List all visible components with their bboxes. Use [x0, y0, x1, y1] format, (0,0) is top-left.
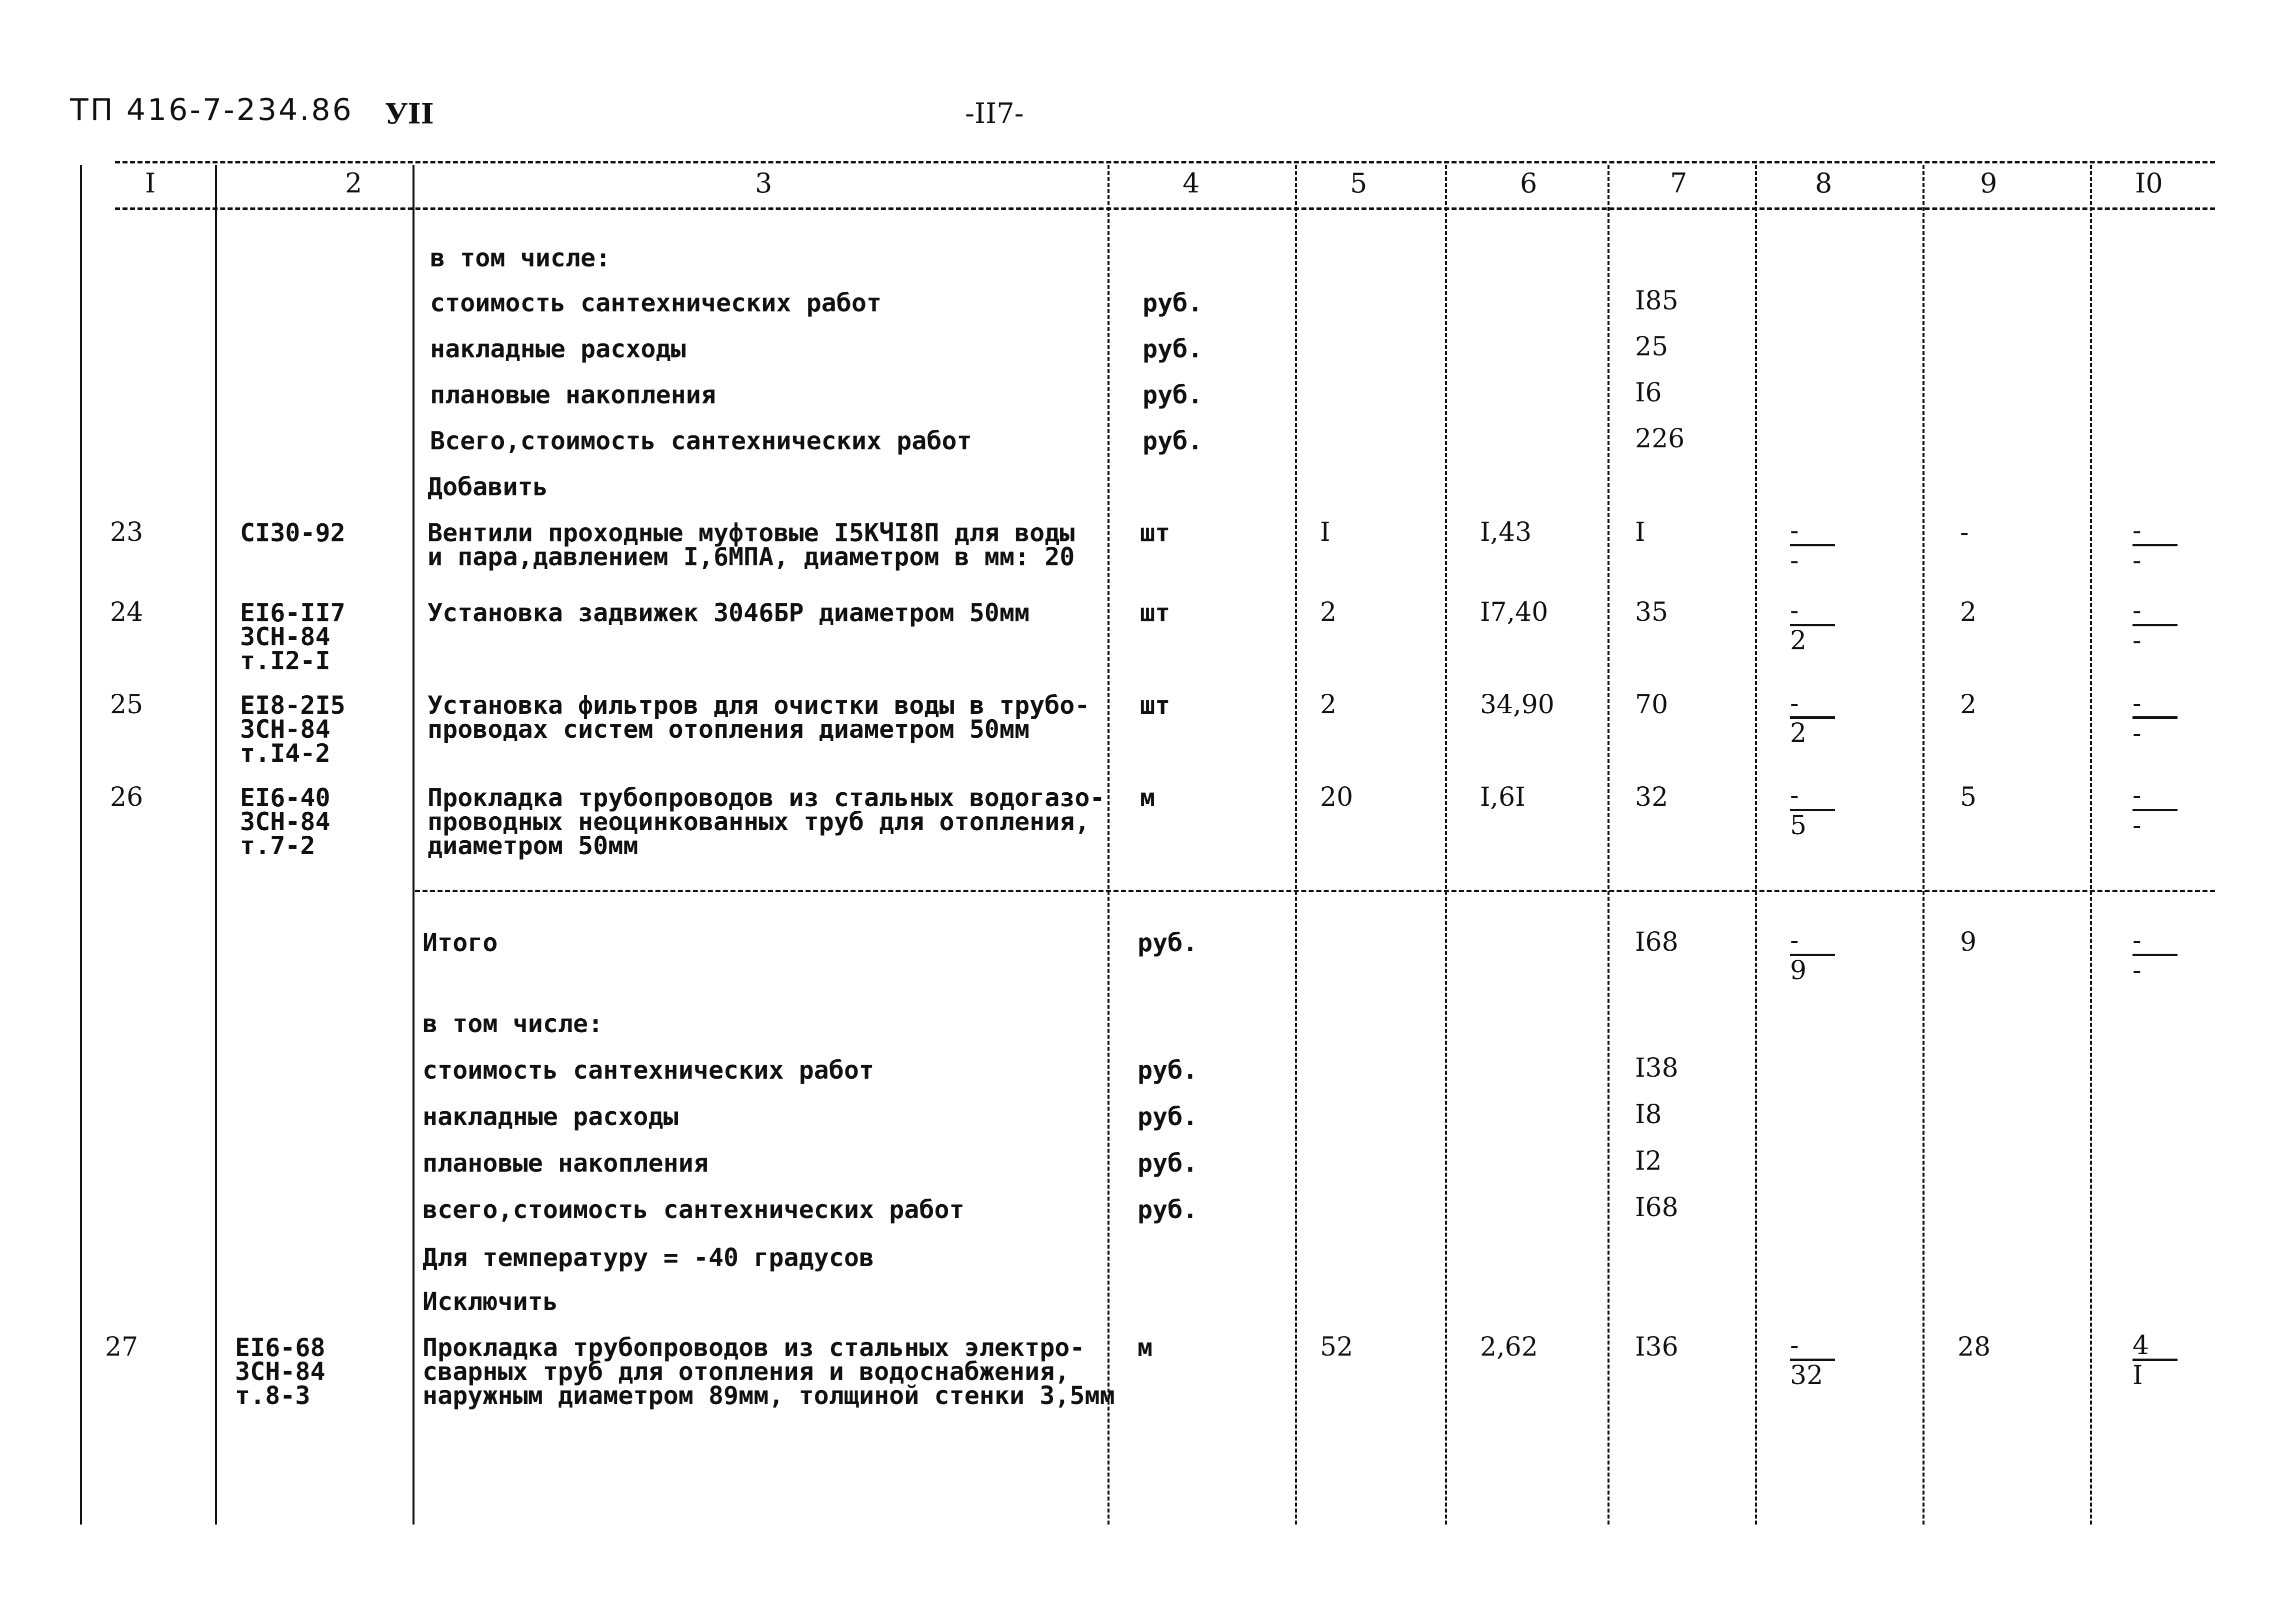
fraction-top: -: [2132, 930, 2178, 956]
column-number: 7: [1670, 167, 1688, 199]
fraction-top: 4: [2132, 1335, 2178, 1361]
column-border-9: [1922, 165, 1924, 1525]
fraction-bottom: -: [1790, 546, 1799, 576]
item-code: ЕI6-II7: [240, 598, 346, 627]
item-description: проводных неоцинкованных труб для отопления,: [428, 807, 1090, 836]
column-number: 2: [345, 167, 362, 199]
item-description: диаметром 50мм: [428, 831, 638, 860]
row-value-col7: I6: [1635, 378, 1662, 408]
item-col9: 5: [1960, 782, 1977, 812]
fraction-top: -: [1790, 520, 1835, 546]
row-label: накладные расходы: [422, 1102, 678, 1131]
item-col8: [1790, 1331, 1845, 1391]
total-col7: I68: [1635, 927, 1678, 957]
item-col8: [1790, 781, 1845, 841]
column-border-6: [1445, 165, 1447, 1525]
column-number: 9: [1980, 167, 1998, 199]
row-unit: руб.: [1142, 288, 1203, 317]
item-col7: 70: [1635, 690, 1668, 720]
item-col10: [2132, 781, 2188, 841]
item-col10: [2132, 596, 2188, 656]
item-number: 25: [110, 690, 144, 720]
item-col9: 28: [1958, 1332, 1991, 1362]
item-col7: 35: [1635, 597, 1668, 627]
row-value-col7: I8: [1635, 1100, 1662, 1130]
item-col9: 2: [1960, 597, 1977, 627]
item-code: ЗСН-84: [235, 1357, 326, 1386]
item-unit: м: [1140, 783, 1156, 812]
item-col7: I: [1635, 517, 1646, 547]
column-border-1: [80, 165, 82, 1525]
column-border-5: [1295, 165, 1297, 1525]
fraction-top: -: [1790, 785, 1835, 811]
total-col8: [1790, 926, 1845, 986]
header-bottom-rule: [115, 207, 2215, 210]
fraction-bottom: -: [2132, 626, 2142, 656]
item-col8: [1790, 688, 1845, 748]
row-label: Всего,стоимость сантехнических работ: [430, 426, 972, 455]
item-number: 26: [110, 782, 144, 812]
column-border-3: [412, 165, 414, 1525]
column-number: 3: [755, 167, 772, 199]
row-unit: руб.: [1138, 1195, 1198, 1224]
column-number: I: [145, 167, 156, 199]
fraction-bottom: 5: [1790, 811, 1807, 841]
fraction-bottom: 2: [1790, 718, 1807, 748]
row-label: в том числе:: [430, 243, 611, 272]
row-value-col7: I2: [1635, 1146, 1662, 1176]
item-col6: 34,90: [1480, 690, 1554, 720]
item-code: СI30-92: [240, 518, 346, 547]
item-col5: 52: [1320, 1332, 1354, 1362]
item-description: и пара,давлением I,6МПА, диаметром в мм: 20: [428, 542, 1075, 571]
row-value-col7: 226: [1635, 424, 1685, 454]
row-unit: руб.: [1142, 380, 1203, 409]
row-label: стоимость сантехнических работ: [430, 288, 882, 317]
item-code: т.7-2: [240, 831, 316, 860]
fraction-bottom: I: [2132, 1361, 2143, 1391]
total-col9: 9: [1960, 927, 1977, 957]
row-unit: руб.: [1142, 334, 1203, 363]
fraction-top: -: [1790, 1335, 1835, 1361]
item-number: 24: [110, 597, 144, 627]
row-value-col7: I85: [1635, 286, 1678, 316]
item-description: Установка фильтров для очистки воды в трубо-: [428, 691, 1090, 720]
item-description: Установка задвижек 3046БР диаметром 50мм: [428, 598, 1030, 627]
item-description: Прокладка трубопроводов из стальных водогазо-: [428, 783, 1105, 812]
item-col5: 2: [1320, 597, 1337, 627]
column-number: I0: [2135, 167, 2163, 199]
item-col6: I,43: [1480, 517, 1532, 547]
column-border-2: [215, 165, 217, 1525]
column-number: 5: [1350, 167, 1368, 199]
item-description: Вентили проходные муфтовые I5КЧI8П для воды: [428, 518, 1075, 547]
row-unit: руб.: [1142, 426, 1203, 455]
section-number: УII: [385, 97, 434, 130]
total-col10: [2132, 926, 2188, 986]
item-description: сварных труб для отопления и водоснабжения,: [422, 1357, 1070, 1386]
item-col8: [1790, 516, 1845, 576]
total-label: Итого: [422, 928, 498, 957]
column-number: 6: [1520, 167, 1538, 199]
row-label: Добавить: [428, 472, 548, 501]
item-code: ЕI6-40: [240, 783, 330, 812]
item-code: т.I4-2: [240, 739, 330, 768]
column-border-4: [1108, 165, 1110, 1525]
row-unit: руб.: [1138, 1149, 1198, 1178]
fraction-top: -: [1790, 692, 1835, 719]
item-description: проводах систем отопления диаметром 50мм: [428, 715, 1030, 744]
item-code: ЗСН-84: [240, 807, 330, 836]
fraction-top: -: [2132, 785, 2178, 811]
item-col7: I36: [1635, 1332, 1678, 1362]
fraction-bottom: -: [2132, 546, 2142, 576]
item-code: ЗСН-84: [240, 622, 330, 651]
column-number: 8: [1815, 167, 1832, 199]
page-number: -II7-: [965, 97, 1024, 130]
item-code: т.8-3: [235, 1381, 310, 1410]
row-value-col7: I38: [1635, 1053, 1678, 1083]
column-border-10: [2090, 165, 2092, 1525]
column-border-7: [1608, 165, 1610, 1525]
item-col6: 2,62: [1480, 1332, 1538, 1362]
item-col6: I,6I: [1480, 782, 1526, 812]
item-unit: шт: [1140, 691, 1170, 720]
fraction-bottom: -: [2132, 811, 2142, 841]
item-code: ЗСН-84: [240, 715, 330, 744]
document-code: ТП 416-7-234.86: [70, 92, 354, 127]
row-value-col7: 25: [1635, 332, 1668, 362]
fraction-top: -: [2132, 692, 2178, 719]
total-unit: руб.: [1138, 928, 1198, 957]
row-value-col7: I68: [1635, 1193, 1678, 1223]
item-description: Прокладка трубопроводов из стальных электро-: [422, 1333, 1085, 1362]
column-number: 4: [1182, 167, 1200, 199]
row-label: стоимость сантехнических работ: [422, 1056, 874, 1085]
fraction-top: -: [2132, 600, 2178, 626]
item-col10: [2132, 516, 2188, 576]
row-label: накладные расходы: [430, 334, 686, 363]
item-col5: 2: [1320, 690, 1337, 720]
item-col10: [2132, 1331, 2188, 1391]
item-code: ЕI6-68: [235, 1333, 326, 1362]
column-border-8: [1755, 165, 1757, 1525]
fraction-top: -: [1790, 930, 1835, 956]
row-label: плановые накопления: [422, 1149, 708, 1178]
item-unit: шт: [1140, 598, 1170, 627]
section-divider-rule: [415, 890, 2215, 892]
row-label: всего,стоимость сантехнических работ: [422, 1195, 964, 1224]
row-unit: руб.: [1138, 1102, 1198, 1131]
fraction-bottom: 2: [1790, 626, 1807, 656]
table-top-rule: [115, 161, 2215, 163]
item-description: наружным диаметром 89мм, толщиной стенки 3,5мм: [422, 1381, 1115, 1410]
item-col10: [2132, 688, 2188, 748]
item-col6: I7,40: [1480, 597, 1548, 627]
item-unit: м: [1138, 1333, 1153, 1362]
item-col8: [1790, 596, 1845, 656]
row-label: плановые накопления: [430, 380, 716, 409]
fraction-bottom: 32: [1790, 1361, 1824, 1391]
item-col5: I: [1320, 517, 1330, 547]
fraction-top: -: [2132, 520, 2178, 546]
item-col9: -: [1960, 517, 1969, 547]
item-unit: шт: [1140, 518, 1170, 547]
fraction-bottom: 9: [1790, 956, 1807, 986]
row-label: Исключить: [422, 1287, 558, 1316]
item-code: т.I2-I: [240, 646, 330, 675]
fraction-bottom: -: [2132, 956, 2142, 986]
item-number: 27: [105, 1332, 138, 1362]
item-col5: 20: [1320, 782, 1354, 812]
row-label: Для температуру = -40 градусов: [422, 1243, 874, 1272]
item-number: 23: [110, 517, 144, 547]
item-col9: 2: [1960, 690, 1977, 720]
item-code: ЕI8-2I5: [240, 691, 346, 720]
row-unit: руб.: [1138, 1056, 1198, 1085]
fraction-bottom: -: [2132, 718, 2142, 748]
row-label: в том числе:: [422, 1009, 604, 1038]
fraction-top: -: [1790, 600, 1835, 626]
item-col7: 32: [1635, 782, 1668, 812]
